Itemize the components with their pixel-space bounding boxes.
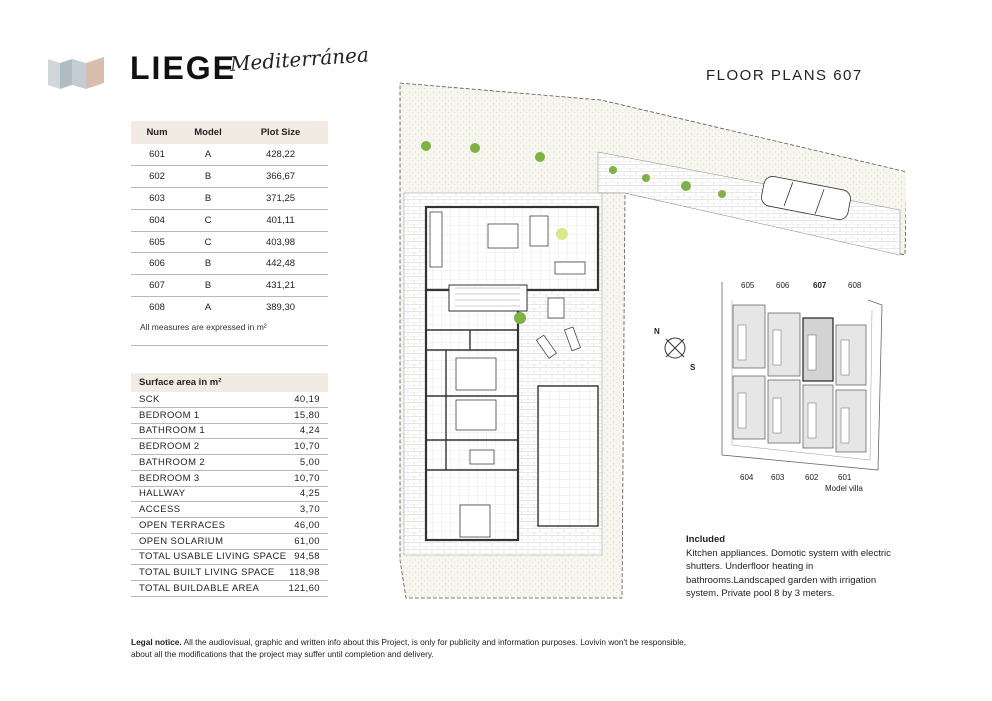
key-plan-caption: Model villa — [825, 484, 863, 493]
table-row — [131, 408, 328, 424]
table-row — [131, 581, 328, 597]
plot-num: 603 — [149, 192, 165, 204]
compass-south: S — [690, 363, 696, 372]
surface-label: BEDROOM 1 — [139, 409, 200, 421]
table-row — [131, 144, 328, 166]
plot-size: 401,11 — [266, 214, 295, 226]
plot-table — [131, 121, 328, 318]
surface-value: 15,80 — [294, 409, 320, 421]
surface-table — [131, 373, 328, 597]
table-row — [131, 550, 328, 566]
surface-value: 121,60 — [288, 582, 320, 594]
compass-icon — [650, 322, 700, 374]
surface-label: SCK — [139, 393, 160, 405]
surface-value: 3,70 — [299, 504, 320, 516]
key-plan-label: 604 — [740, 473, 754, 482]
surface-value: 94,58 — [294, 551, 320, 563]
table-row — [131, 253, 328, 275]
legal-label: Legal notice. — [131, 637, 182, 647]
table-row — [131, 166, 328, 188]
plot-size: 389,30 — [265, 302, 296, 314]
surface-label: HALLWAY — [139, 488, 186, 500]
surface-label: TOTAL BUILT LIVING SPACE — [139, 567, 275, 579]
included-text: Kitchen appliances. Domotic system with electric shutters. Underfloor heating in bathrooms.Landscaped garden with irrigation system. Private pool 8 by 3 meters. — [686, 547, 891, 599]
table-row — [131, 210, 328, 232]
plot-num: 604 — [149, 214, 165, 226]
surface-value: 46,00 — [294, 519, 320, 531]
plot-model: A — [204, 148, 212, 160]
plot-size: 403,98 — [265, 236, 296, 248]
table-row — [131, 232, 328, 254]
surface-table-title: Surface area in m² — [131, 373, 328, 392]
plot-size: 371,25 — [265, 192, 296, 204]
table-row — [131, 518, 328, 534]
plot-num: 606 — [149, 258, 165, 270]
plot-model: C — [204, 214, 212, 226]
key-plan-label: 603 — [771, 473, 785, 482]
surface-value: 4,24 — [299, 425, 320, 437]
plot-model: B — [204, 170, 212, 182]
brand-logo-icon — [48, 55, 104, 89]
legal-notice — [131, 636, 691, 660]
surface-value: 5,00 — [299, 456, 320, 468]
surface-label: TOTAL USABLE LIVING SPACE — [139, 551, 287, 563]
key-plan-label: 605 — [741, 281, 755, 290]
table-row — [131, 565, 328, 581]
legal-text: All the audiovisual, graphic and written info about this Project, is only for publicity and information purposes. Lovivin won't be responsible, about all the modifications that the project may suffer until completion and delivery. — [131, 637, 687, 659]
key-plan-label: 602 — [805, 473, 819, 482]
compass-north: N — [654, 327, 660, 336]
table-row — [131, 455, 328, 471]
plot-num: 608 — [149, 302, 165, 314]
surface-value: 118,98 — [289, 567, 320, 579]
table-row — [131, 275, 328, 297]
table-row — [131, 487, 328, 503]
surface-label: OPEN SOLARIUM — [139, 535, 224, 547]
plot-model: B — [204, 258, 212, 270]
surface-label: ACCESS — [139, 504, 181, 516]
surface-label: BEDROOM 3 — [139, 472, 200, 484]
table-row — [131, 534, 328, 550]
plot-model: A — [204, 302, 212, 314]
surface-label: BATHROOM 2 — [139, 456, 206, 468]
surface-label: BATHROOM 1 — [139, 425, 206, 437]
table-row — [131, 502, 328, 518]
key-plan-label: 606 — [776, 281, 790, 290]
plot-header-num: Num — [146, 127, 168, 138]
table-row — [131, 188, 328, 210]
plot-model: B — [204, 192, 212, 204]
surface-label: OPEN TERRACES — [139, 519, 226, 531]
plot-size: 442,48 — [265, 258, 296, 270]
surface-value: 4,25 — [299, 488, 320, 500]
plot-size: 431,21 — [265, 280, 296, 292]
table-row — [131, 297, 328, 318]
included-title: Included — [686, 534, 726, 545]
plot-num: 601 — [149, 148, 165, 160]
table-row — [131, 392, 328, 408]
plot-num: 605 — [149, 236, 165, 248]
site-key-plan — [715, 275, 890, 475]
plot-model: C — [204, 236, 212, 248]
divider — [131, 345, 328, 346]
key-plan-label: 601 — [838, 473, 852, 482]
included-section — [686, 533, 901, 601]
key-plan-label-highlight: 607 — [813, 281, 827, 290]
plot-header-model: Model — [194, 127, 222, 138]
surface-value: 10,70 — [294, 441, 320, 453]
plot-num: 607 — [149, 280, 165, 292]
surface-value: 61,00 — [294, 535, 320, 547]
brand-script: Mediterránea — [229, 42, 370, 76]
table-row — [131, 439, 328, 455]
plot-num: 602 — [149, 170, 165, 182]
plot-header-size: Plot Size — [260, 127, 301, 138]
brand-name: LIEGE — [130, 50, 237, 86]
table-row — [131, 471, 328, 487]
plot-size: 428,22 — [265, 148, 296, 160]
surface-value: 10,70 — [294, 472, 320, 484]
key-plan-label: 608 — [848, 281, 862, 290]
surface-label: BEDROOM 2 — [139, 441, 200, 453]
measures-note: All measures are expressed in m² — [140, 322, 267, 332]
table-row — [131, 424, 328, 440]
plot-size: 366,67 — [265, 170, 296, 182]
plot-model: B — [204, 280, 212, 292]
page-title: FLOOR PLANS 607 — [706, 67, 863, 84]
surface-value: 40,19 — [294, 393, 320, 405]
plot-table-header — [131, 121, 328, 144]
surface-label: TOTAL BUILDABLE AREA — [139, 582, 260, 594]
